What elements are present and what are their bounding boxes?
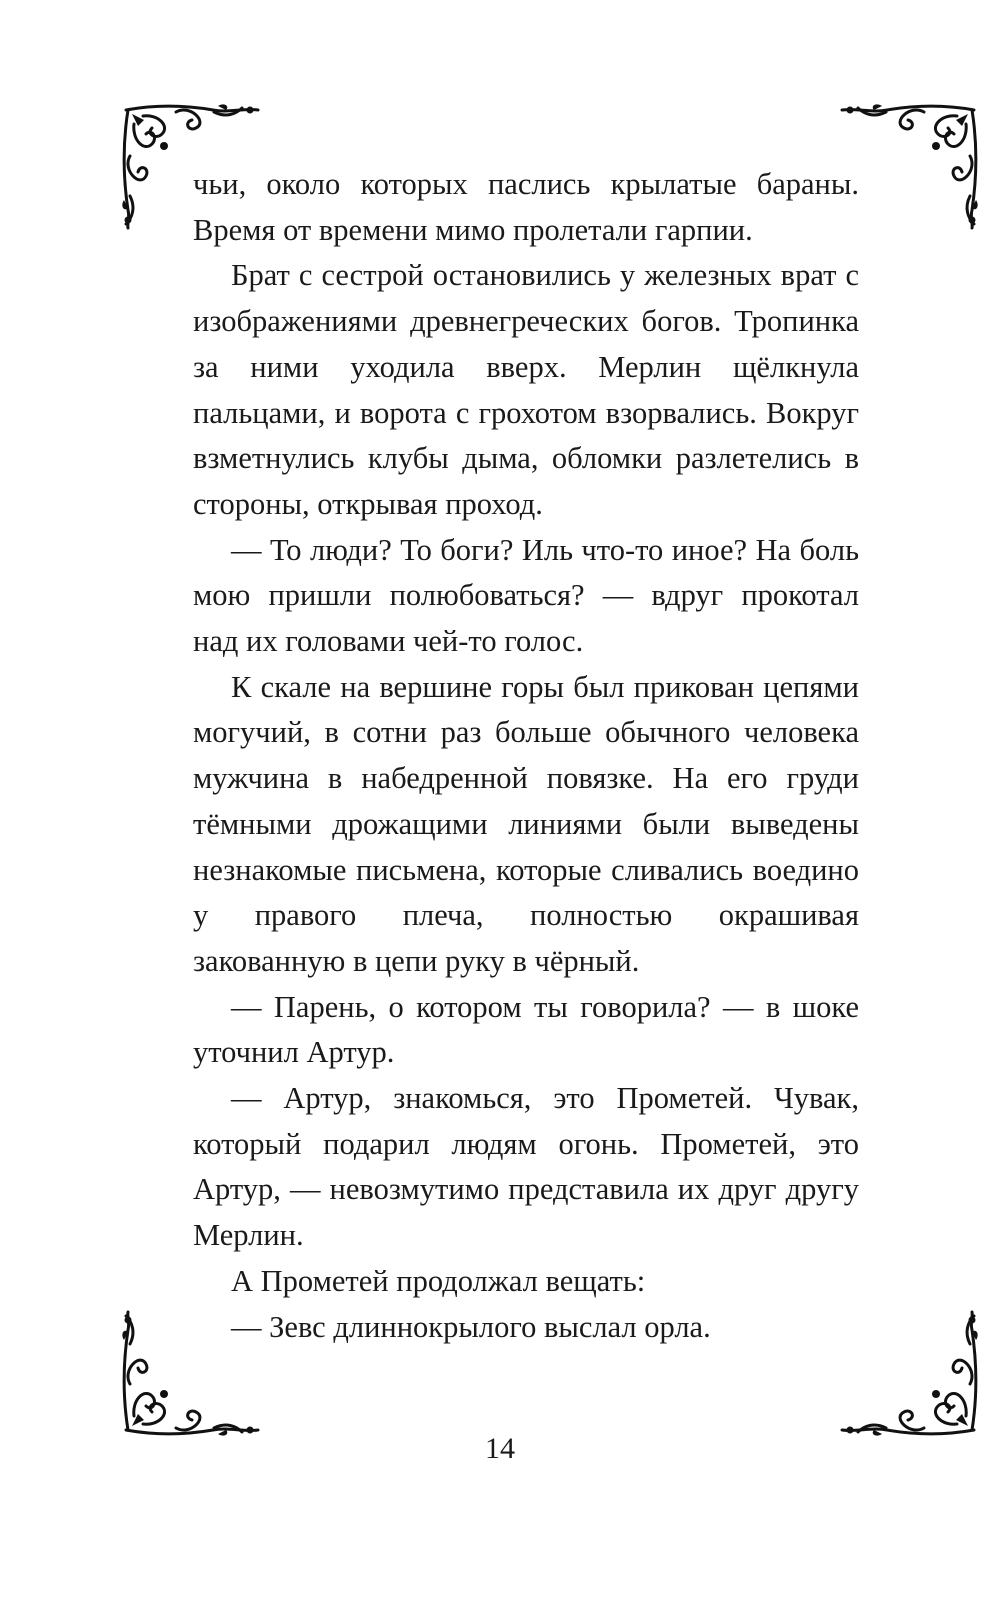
- body-text: [193, 162, 859, 1350]
- page-number: 14: [485, 1432, 515, 1465]
- paragraph: А Прометей продолжал вещать:: [231, 1263, 646, 1298]
- paragraph: — То люди? То боги? Иль что-то иное? На боль мою пришли полюбоваться? — вдруг прокотал над их головами чей-то голос.: [193, 532, 859, 659]
- paragraph: К скале на вершине горы был прикован цепями могучий, в сотни раз больше обычного человека мужчина в набедренной повязке. На его груди тёмными дрожащими линиями были выведены незнакомые письмена, которые сливались воедино у правого плеча, полностью окрашивая закованную в цепи руку в чёрный.: [193, 669, 859, 978]
- paragraph: — Парень, о котором ты говорила? — в шоке уточнил Артур.: [193, 989, 859, 1070]
- paragraph: — Зевс длиннокрылого выслал орла.: [231, 1309, 711, 1344]
- paragraph: Брат с сестрой остановились у железных врат с изображениями древнегреческих богов. Тропинка за ними уходила вверх. Мерлин щёлкнула пальцами, и ворота с грохотом взорвались. Вокруг взметнулись клубы дыма, обломки разлетелись в стороны, открывая проход.: [193, 258, 859, 521]
- paragraph: — Артур, знакомься, это Прометей. Чувак, который подарил людям огонь. Прометей, это Артур, — невозмутимо представила их друг другу Мерлин.: [193, 1081, 859, 1253]
- paragraph: чьи, около которых паслись крылатые бараны. Время от времени мимо пролетали гарпии.: [193, 167, 859, 247]
